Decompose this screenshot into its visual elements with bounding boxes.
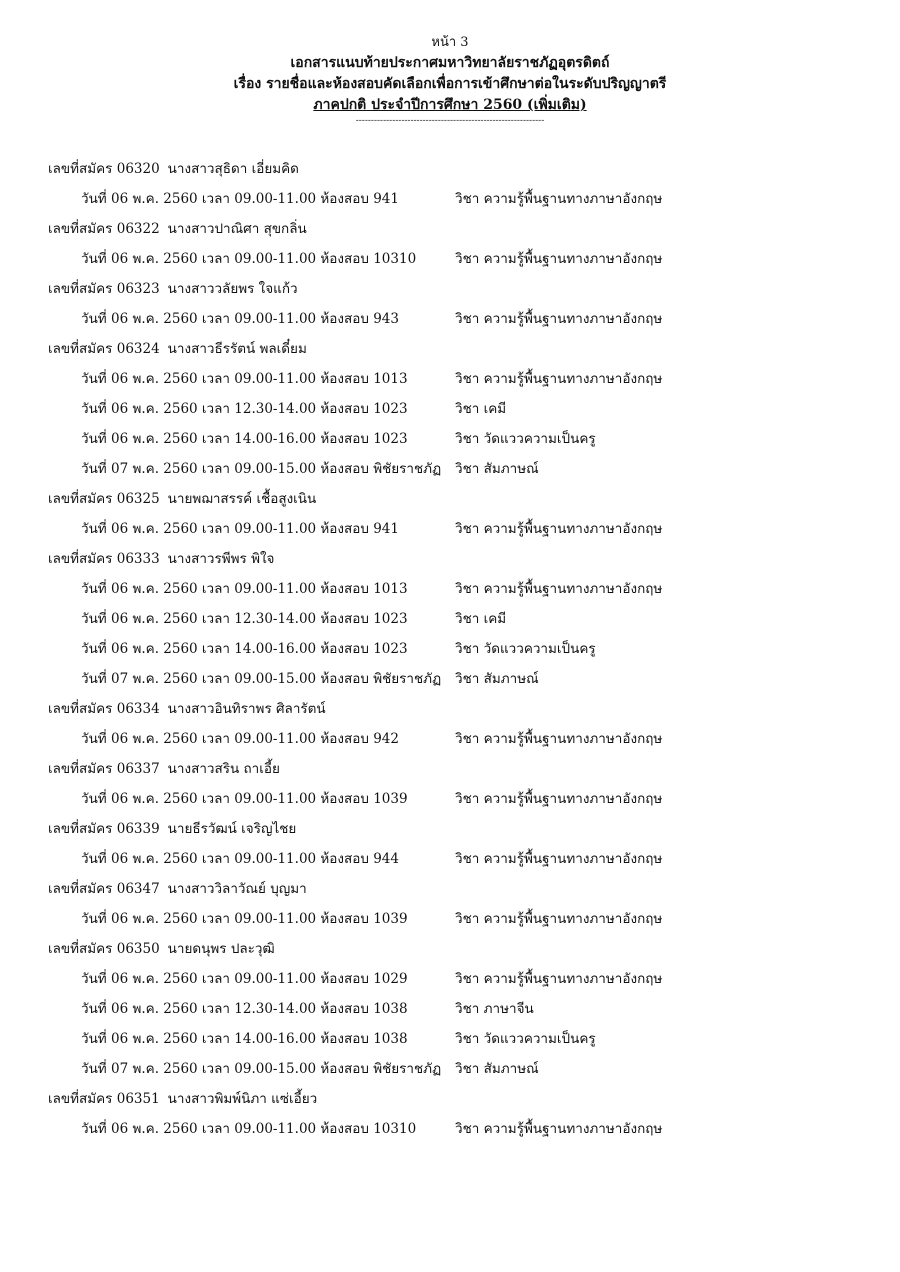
applicant-name: นายพฌาสรรค์ เชื้อสูงเนิน [167,491,317,507]
exam-subject: วิชา ความรู้พื้นฐานทางภาษาอังกฤษ [455,191,663,207]
exam-subject: วิชา ความรู้พื้นฐานทางภาษาอังกฤษ [455,251,663,267]
header-divider: -------------------------------------------------------------- [355,116,545,126]
exam-subject: วิชา ความรู้พื้นฐานทางภาษาอังกฤษ [455,521,663,537]
applicant-id: เลขที่สมัคร 06322 [48,221,160,237]
exam-schedule: วันที่ 06 พ.ค. 2560 เวลา 09.00-11.00 ห้องสอบ 942 [81,731,399,747]
applicant-name: นางสาวพิมพ์นิภา แซ่เอี้ยว [167,1091,318,1107]
exam-subject: วิชา วัดแววความเป็นครู [455,1031,596,1047]
applicant-row [48,694,868,724]
exam-schedule: วันที่ 07 พ.ค. 2560 เวลา 09.00-15.00 ห้องสอบ พิชัยราชภัฏ [81,461,442,477]
exam-subject: วิชา ความรู้พื้นฐานทางภาษาอังกฤษ [455,911,663,927]
exam-schedule: วันที่ 07 พ.ค. 2560 เวลา 09.00-15.00 ห้องสอบ พิชัยราชภัฏ [81,1061,442,1077]
applicant-id: เลขที่สมัคร 06320 [48,161,160,177]
exam-session-row [48,514,868,544]
exam-schedule: วันที่ 06 พ.ค. 2560 เวลา 09.00-11.00 ห้องสอบ 1039 [81,911,408,927]
exam-schedule: วันที่ 06 พ.ค. 2560 เวลา 14.00-16.00 ห้องสอบ 1038 [81,1031,408,1047]
exam-schedule: วันที่ 06 พ.ค. 2560 เวลา 14.00-16.00 ห้องสอบ 1023 [81,431,408,447]
applicant-name: นางสาววิลาวัณย์ บุญมา [167,881,307,897]
applicant-name: นางสาวรพีพร พิใจ [167,551,275,567]
exam-schedule: วันที่ 06 พ.ค. 2560 เวลา 12.30-14.00 ห้องสอบ 1023 [81,611,408,627]
exam-session-row [48,184,868,214]
exam-subject: วิชา ความรู้พื้นฐานทางภาษาอังกฤษ [455,971,663,987]
exam-schedule: วันที่ 07 พ.ค. 2560 เวลา 09.00-15.00 ห้องสอบ พิชัยราชภัฏ [81,671,442,687]
exam-schedule: วันที่ 06 พ.ค. 2560 เวลา 14.00-16.00 ห้องสอบ 1023 [81,641,408,657]
exam-session-row [48,604,868,634]
exam-schedule: วันที่ 06 พ.ค. 2560 เวลา 12.30-14.00 ห้องสอบ 1038 [81,1001,408,1017]
exam-session-row [48,454,868,484]
exam-session-row [48,1054,868,1084]
exam-schedule: วันที่ 06 พ.ค. 2560 เวลา 09.00-11.00 ห้องสอบ 1013 [81,371,408,387]
applicant-id: เลขที่สมัคร 06350 [48,941,160,957]
applicant-row [48,214,868,244]
exam-schedule: วันที่ 06 พ.ค. 2560 เวลา 09.00-11.00 ห้องสอบ 1039 [81,791,408,807]
exam-subject: วิชา ความรู้พื้นฐานทางภาษาอังกฤษ [455,731,663,747]
exam-schedule: วันที่ 06 พ.ค. 2560 เวลา 09.00-11.00 ห้องสอบ 1029 [81,971,408,987]
exam-schedule: วันที่ 06 พ.ค. 2560 เวลา 09.00-11.00 ห้องสอบ 941 [81,191,399,207]
exam-subject: วิชา ความรู้พื้นฐานทางภาษาอังกฤษ [455,311,663,327]
applicant-row [48,814,868,844]
exam-schedule: วันที่ 06 พ.ค. 2560 เวลา 09.00-11.00 ห้องสอบ 10310 [81,251,417,267]
applicant-row [48,1084,868,1114]
exam-session-row [48,424,868,454]
exam-session-row [48,574,868,604]
exam-session-row [48,1114,868,1144]
applicant-id: เลขที่สมัคร 06333 [48,551,160,567]
applicant-id: เลขที่สมัคร 06323 [48,281,160,297]
exam-subject: วิชา ความรู้พื้นฐานทางภาษาอังกฤษ [455,791,663,807]
exam-subject: วิชา ความรู้พื้นฐานทางภาษาอังกฤษ [455,1121,663,1137]
exam-subject: วิชา เคมี [455,611,507,627]
exam-subject: วิชา วัดแววความเป็นครู [455,431,596,447]
applicant-id: เลขที่สมัคร 06324 [48,341,160,357]
applicant-name: นายธีรวัฒน์ เจริญไชย [167,821,297,837]
exam-subject: วิชา เคมี [455,401,507,417]
exam-subject: วิชา ความรู้พื้นฐานทางภาษาอังกฤษ [455,851,663,867]
applicant-name: นายดนุพร ปละวุฒิ [167,941,275,957]
applicant-id: เลขที่สมัคร 06325 [48,491,160,507]
exam-session-row [48,904,868,934]
exam-schedule: วันที่ 06 พ.ค. 2560 เวลา 12.30-14.00 ห้องสอบ 1023 [81,401,408,417]
exam-subject: วิชา ภาษาจีน [455,1001,534,1017]
applicant-name: นางสาวสุธิดา เอี่ยมคิด [167,161,299,177]
page-number: หน้า 3 [431,35,469,50]
header-term-text: ภาคปกติ ประจำปีการศึกษา 2560 (เพิ่มเติม) [313,97,587,113]
document-header [0,32,900,126]
exam-session-row [48,994,868,1024]
applicant-row [48,484,868,514]
applicant-name: นางสาวธีรรัตน์ พลเดี๋ยม [167,341,307,357]
exam-schedule: วันที่ 06 พ.ค. 2560 เวลา 09.00-11.00 ห้องสอบ 943 [81,311,399,327]
exam-schedule: วันที่ 06 พ.ค. 2560 เวลา 09.00-11.00 ห้องสอบ 941 [81,521,399,537]
applicant-row [48,334,868,364]
header-line-term [0,95,900,116]
exam-session-row [48,844,868,874]
exam-session-row [48,784,868,814]
exam-session-row [48,244,868,274]
applicant-id: เลขที่สมัคร 06337 [48,761,160,777]
exam-subject: วิชา สัมภาษณ์ [455,671,539,687]
applicant-row [48,544,868,574]
applicant-name: นางสาวอินทิราพร ศิลารัตน์ [167,701,326,717]
header-line-subject: เรื่อง รายชื่อและห้องสอบคัดเลือกเพื่อการเข้าศึกษาต่อในระดับปริญญาตรี [233,76,667,92]
exam-subject: วิชา วัดแววความเป็นครู [455,641,596,657]
applicant-id: เลขที่สมัคร 06334 [48,701,160,717]
applicant-name: นางสาววลัยพร ใจแก้ว [167,281,298,297]
header-line-announcement: เอกสารแนบท้ายประกาศมหาวิทยาลัยราชภัฏอุตรดิตถ์ [290,55,610,71]
applicant-row [48,754,868,784]
applicant-id: เลขที่สมัคร 06351 [48,1091,160,1107]
exam-subject: วิชา สัมภาษณ์ [455,461,539,477]
exam-subject: วิชา สัมภาษณ์ [455,1061,539,1077]
exam-subject: วิชา ความรู้พื้นฐานทางภาษาอังกฤษ [455,581,663,597]
exam-session-row [48,1024,868,1054]
applicant-row [48,874,868,904]
applicant-list [48,154,868,1144]
exam-session-row [48,964,868,994]
exam-schedule: วันที่ 06 พ.ค. 2560 เวลา 09.00-11.00 ห้องสอบ 944 [81,851,399,867]
exam-session-row [48,304,868,334]
exam-schedule: วันที่ 06 พ.ค. 2560 เวลา 09.00-11.00 ห้องสอบ 1013 [81,581,408,597]
exam-session-row [48,724,868,754]
exam-session-row [48,364,868,394]
exam-schedule: วันที่ 06 พ.ค. 2560 เวลา 09.00-11.00 ห้องสอบ 10310 [81,1121,417,1137]
applicant-name: นางสาวปาณิศา สุขกลิ่น [167,221,307,237]
applicant-id: เลขที่สมัคร 06339 [48,821,160,837]
exam-session-row [48,634,868,664]
applicant-row [48,274,868,304]
applicant-row [48,934,868,964]
applicant-row [48,154,868,184]
exam-session-row [48,664,868,694]
applicant-name: นางสาวสริน ถาเอี้ย [167,761,280,777]
exam-session-row [48,394,868,424]
exam-subject: วิชา ความรู้พื้นฐานทางภาษาอังกฤษ [455,371,663,387]
applicant-id: เลขที่สมัคร 06347 [48,881,160,897]
